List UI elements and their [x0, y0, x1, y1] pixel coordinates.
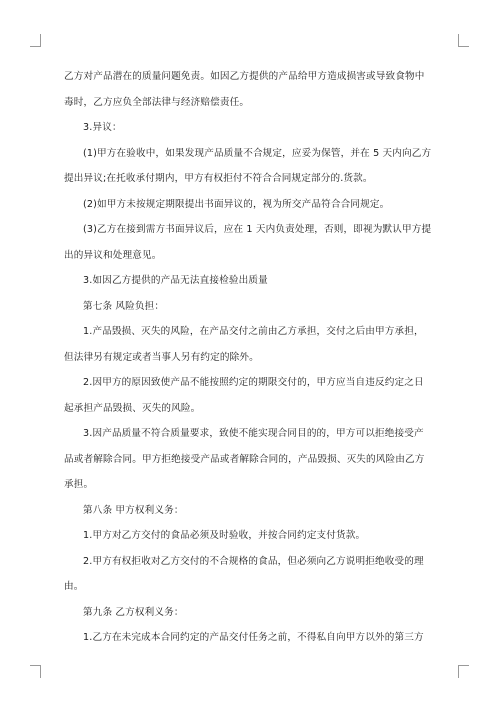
text-line: 1.乙方在未完成本合同约定的产品交付任务之前，不得私自向甲方以外的第三方	[83, 632, 424, 643]
text-line: 由。	[64, 581, 84, 592]
text-line: 出的异议和处理意见。	[64, 249, 162, 261]
crop-mark-bottom-right	[458, 665, 469, 678]
article-heading-9: 第九条 乙方权利义务：	[83, 606, 184, 618]
text-line: 3.因产品质量不符合质量要求，致使不能实现合同目的的，甲方可以拒绝接受产	[83, 428, 424, 439]
crop-mark-top-right	[458, 34, 469, 47]
crop-mark-top-left	[30, 34, 41, 47]
article-heading-8: 第八条 甲方权利义务：	[83, 504, 184, 516]
crop-mark-bottom-left	[30, 665, 41, 678]
article-heading-7: 第七条 风险负担：	[83, 300, 165, 312]
text-line: 2.甲方有权拒收对乙方交付的不合规格的食品，但必须向乙方说明拒绝收受的理	[83, 555, 424, 567]
text-line: 起承担产品毁损、灭失的风险。	[64, 402, 201, 414]
text-line: 提出异议;在托收承付期内，甲方有权拒付不符合合同规定部分的.货款。	[64, 173, 373, 184]
text-line: 承担。	[64, 479, 94, 490]
text-line: 但法律另有规定或者当事人另有约定的除外。	[64, 351, 259, 363]
section-heading-objection: 3.异议：	[83, 122, 122, 133]
text-line: 2.因甲方的原因致使产品不能按照约定的期限交付的，甲方应当自违反约定之日	[83, 377, 424, 388]
text-line: (3)乙方在接到需方书面异议后，应在 1 天内负责处理，否则，即视为默认甲方提	[83, 224, 432, 235]
text-line: 品或者解除合同。甲方拒绝接受产品或者解除合同的，产品毁损、灭失的风险由乙方	[64, 453, 425, 465]
document-body	[64, 64, 438, 651]
text-line: 毒时，乙方应负全部法律与经济赔偿责任。	[64, 96, 250, 108]
text-line: 乙方对产品潜在的质量问题免责。如因乙方提供的产品给甲方造成损害或导致食物中	[64, 71, 425, 82]
text-line: (2)如甲方未按规定期限提出书面异议的，视为所交产品符合合同规定。	[83, 198, 390, 210]
text-line: (1)甲方在验收中，如果发现产品质量不合规定，应妥为保管，并在 5 天内向乙方	[83, 147, 432, 159]
text-line: 1.甲方对乙方交付的食品必须及时验收，并按合同约定支付货款。	[83, 530, 366, 541]
text-line: 1.产品毁损、灭失的风险，在产品交付之前由乙方承担，交付之后由甲方承担，	[83, 326, 424, 337]
text-line: 3.如因乙方提供的产品无法直接检验出质量	[83, 275, 268, 286]
